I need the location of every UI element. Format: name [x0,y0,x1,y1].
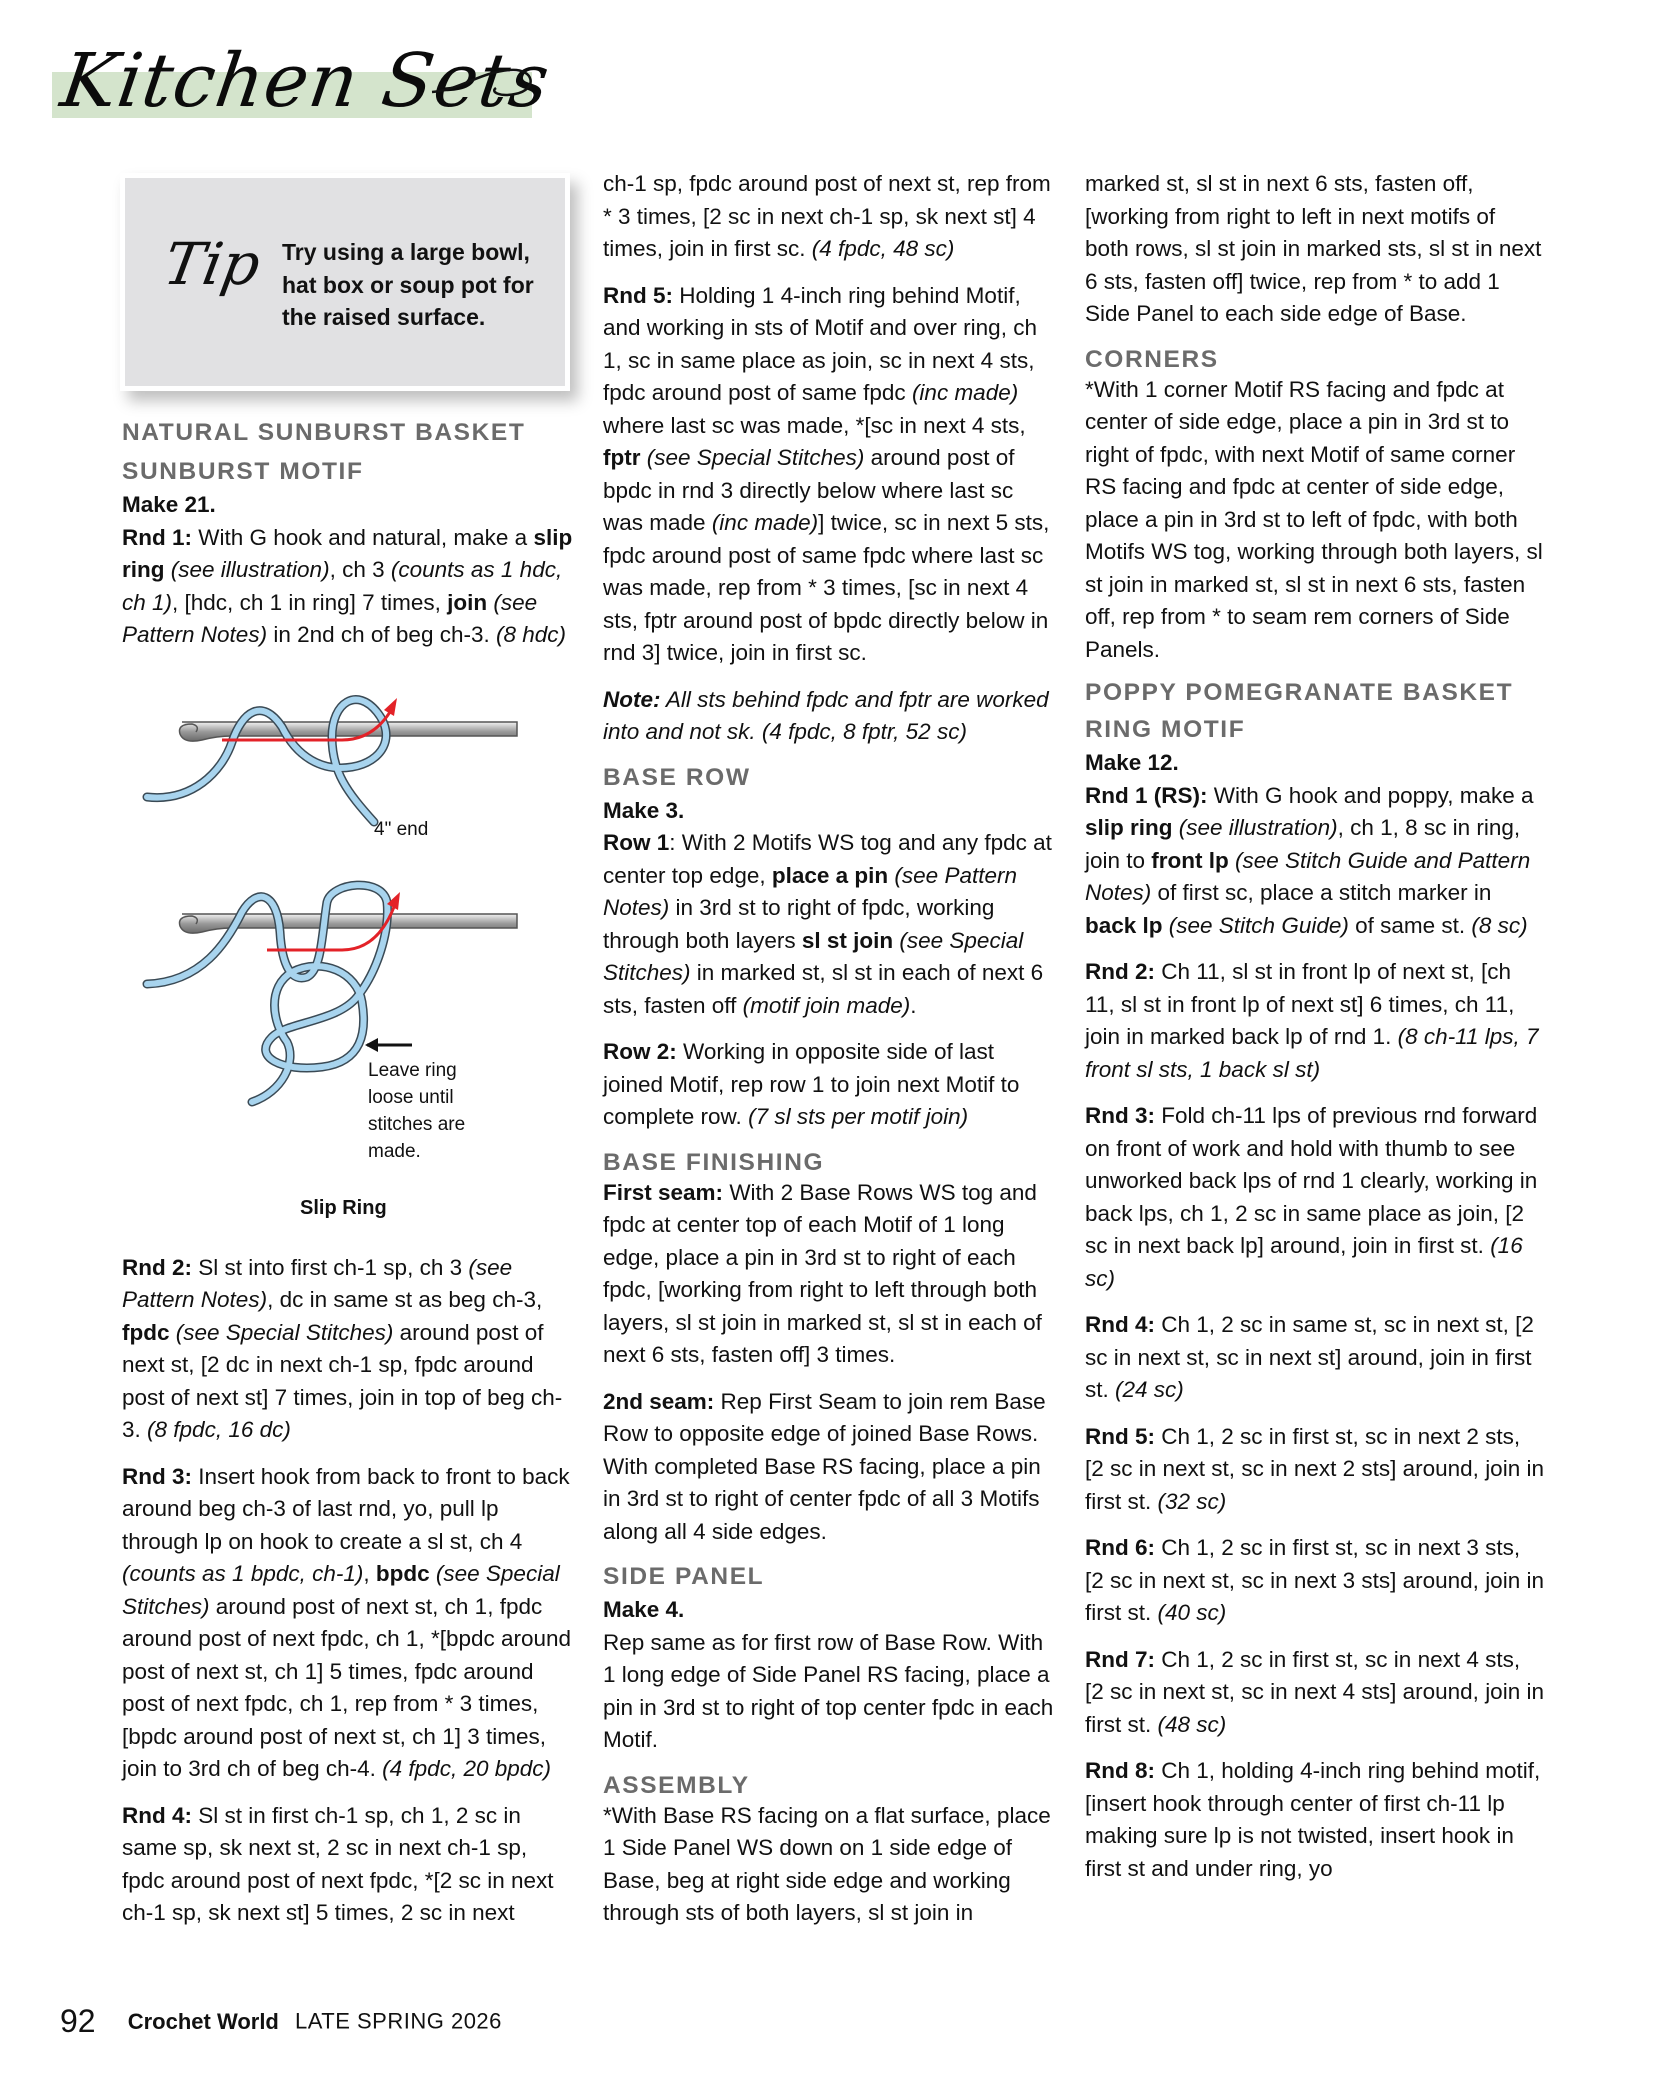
label-leave-ring [368,1057,465,1165]
page-footer [60,2003,502,2040]
text-run: around post of next st, ch 1, fpdc around post of next fpdc, ch 1, *[bpdc around post of next st, ch 1] 5 times, fpdc around post of next fpdc, ch 1, rep from * 3 times, [bpdc around post of next st, ch 1] 3 times, join to 3rd ch of beg ch-4. [122,1593,572,1781]
italic-note: (7 sl sts per motif join) [748,1104,969,1129]
text-run: of same st. [1348,912,1472,938]
text-run: ] twice, sc in next 5 sts, fpdc around post of same fpdc where last sc was made, rep from * 3 times, [sc in next 4 sts, fptr around post of bpdc directly below in rnd 3] twice, join in first sc. [603,510,1050,665]
italic-note: (inc made) [911,380,1019,405]
italic-note: (40 sc) [1157,1600,1227,1625]
bold-term: Rnd 7: [1085,1646,1155,1672]
bold-term: Rnd 3: [122,1463,192,1489]
bold-term: slip ring [1085,815,1173,840]
italic-note: (32 sc) [1157,1488,1227,1514]
instruction-assembly-continued [1085,168,1545,331]
text-run: , [hdc, ch 1 in ring] 7 times, [172,589,448,615]
text-run: With 2 Base Rows WS tog and fpdc at center top of each Motif of 1 long edge, place a pin in 3rd st to right of each fpdc, [working from right to left through both layers, sl st join in marked st, sl st in each of next 6 sts, fasten off] 3 times. [603,1179,1042,1367]
italic-note: (see Stitch Guide and Pattern Notes) [1085,847,1531,905]
italic-note: (motif join made) [742,992,911,1018]
bold-term: Note: [603,686,661,712]
instruction-second-seam [603,1386,1058,1549]
text-run: *With Base RS facing on a flat surface, place 1 Side Panel WS down on 1 side edge of Base, beg at right side edge and working through sts of both layers, sl st join in [603,1802,1051,1925]
illustration-caption: Slip Ring [300,1196,387,1219]
bold-term: Rnd 4: [122,1802,192,1828]
title-swash-decoration [430,62,540,112]
bold-term: First seam: [603,1179,724,1205]
italic-note: (24 sc) [1115,1377,1184,1402]
instruction-rnd-5 [603,280,1058,670]
text-run: . [910,992,917,1018]
bold-term: Rnd 1: [122,524,192,550]
text-run: Rep First Seam to join rem Base Row to opposite edge of joined Base Rows. With completed Base RS facing, place a pin in 3rd st to right of center fpdc of all 3 Motifs along all 4 side edges. [603,1388,1046,1544]
text-run: With G hook and poppy, make a [1207,782,1534,808]
italic-note: (8 hdc) [495,622,567,647]
instruction-side-panel [603,1627,1058,1757]
bold-term: Rnd 2: [1085,959,1155,984]
instruction-rnd-4-continued [603,168,1058,266]
label-line: loose until [368,1086,454,1108]
magazine-name: Crochet World [127,2008,279,2034]
text-run: Fold ch-11 lps of previous rnd forward on front of work and hold with thumb to see unworked back lps of rnd 1 clearly, working in back lps, ch 1, 2 sc in same place as join, [2 sc in next back lp] around, join in first st. [1085,1103,1538,1258]
italic-note: (see illustration) [1172,815,1338,840]
text-run: where last sc was made, *[sc in next 4 sts, [603,412,1026,438]
label-4in-end: 4" end [374,818,429,840]
slip-ring-illustration [122,692,574,1232]
text-run: Insert hook from back to front to back around beg ch-3 of last rnd, yo, pull lp through lp on hook to create a sl st, ch 4 [122,1463,570,1554]
text-run: in marked st, sl st in each of next 6 sts, fasten off [603,960,1044,1018]
bold-term: Rnd 5: [1085,1423,1155,1449]
text-run: around post of next st, [2 dc in next ch-1 sp, fpdc around post of next st] 7 times, join in top of beg ch-3. [122,1319,563,1442]
italic-note: (counts as 1 hdc, ch 1) [122,557,563,615]
issue-name: LATE SPRING 2026 [295,2008,502,2034]
arrow-head-top [384,698,397,716]
italic-note: (see Pattern Notes) [122,1254,513,1312]
italic-note: All sts behind fpdc and fptr are worked into and not sk. (4 fpdc, 8 fptr, 52 sc) [603,686,1049,744]
bold-term: Row 1 [603,830,670,855]
yarn-strand-top [147,699,386,821]
italic-note: (see Special Stitches) [169,1319,394,1345]
instruction-rnd-7 [1085,1644,1545,1742]
text-run: , ch 1, 8 sc in ring, join to [1085,815,1521,873]
italic-note: (4 fpdc, 20 bpdc) [382,1756,552,1781]
instruction-corners [1085,374,1545,667]
text-run: Working in opposite side of last joined Motif, rep row 1 to join next Motif to complete row. [603,1039,1020,1129]
bold-term: Rnd 2: [122,1254,192,1280]
make-count: Make 4. [603,1597,685,1622]
instruction-row-1 [603,827,1058,1022]
instruction-rnd-1 [122,522,574,652]
instruction-assembly [603,1800,1058,1930]
text-run: : With 2 Motifs WS tog and any fpdc at center top edge, [603,830,1052,888]
label-line: Leave ring [368,1059,457,1081]
text-run: Ch 1, 2 sc in first st, sc in next 4 sts, [2 sc in next st, sc in next 4 sts] around, join in first st. [1085,1646,1544,1737]
instruction-rnd-6 [1085,1532,1545,1630]
instruction-rnd-3 [122,1461,574,1786]
italic-note: (8 fpdc, 16 dc) [147,1417,291,1442]
instruction-first-seam [603,1177,1058,1372]
column-2 [603,168,1058,1944]
text-run: , ch 3 [329,557,391,582]
italic-note: (see Special Stitches) [603,927,1024,985]
instruction-rnd-1 [1085,780,1545,943]
text-run: around post of bpdc in rnd 3 directly below where last sc was made [603,445,1015,535]
tip-box [120,173,570,391]
make-count: Make 3. [603,797,685,823]
instruction-rnd-3 [1085,1100,1545,1295]
bold-term: back lp [1085,912,1163,938]
italic-note: (16 sc) [1085,1233,1523,1291]
text-run: , dc in same st as beg ch-3, [267,1287,543,1312]
make-count: Make 12. [1085,750,1179,775]
bold-term: Rnd 3: [1085,1103,1155,1128]
bold-term: Rnd 6: [1085,1535,1155,1560]
bold-term: Rnd 5: [603,282,673,308]
bold-term: place a pin [771,862,889,888]
section-heading-natural-sunburst-basket: NATURAL SUNBURST BASKET [122,419,526,446]
bold-term: 2nd seam: [603,1388,715,1414]
instruction-rnd-2 [1085,956,1545,1086]
italic-note: (see Pattern Notes) [603,862,1017,920]
text-run: ch-1 sp, fpdc around post of next st, rep from * 3 times, [2 sc in next ch-1 sp, sk next st] 4 times, join in first sc. [603,171,1051,261]
text-run: in 2nd ch of beg ch-3. [267,622,496,647]
italic-note: (8 sc) [1471,912,1528,938]
bold-term: Row 2: [603,1039,677,1064]
bold-term: bpdc [375,1561,430,1586]
text-run: Sl st in first ch-1 sp, ch 1, 2 sc in same sp, sk next st, 2 sc in next ch-1 sp, fpdc around post of next fpdc, *[2 sc in next ch-1 sp, sk next st] 5 times, 2 sc in next [122,1802,554,1925]
text-run: of first sc, place a stitch marker in [1151,880,1492,905]
bold-term: Rnd 4: [1085,1312,1155,1337]
bold-term: fpdc [122,1319,170,1345]
section-heading-corners: CORNERS [1085,345,1219,373]
italic-note: (see Stitch Guide) [1162,912,1349,938]
text-run: *With 1 corner Motif RS facing and fpdc at center of side edge, place a pin in 3rd st to right of fpdc, with next Motif of same corner RS facing and fpdc at center of side edge, place a pin in 3rd st to left of fpdc, with both Motifs WS tog, working through both layers, sl st join in marked st, sl st in next 6 sts, fasten off, rep from * to seam rem corners of Side Panels. [1085,376,1543,662]
label-line: stitches are [368,1113,466,1135]
text-run: Ch 1, 2 sc in same st, sc in next st, [2 sc in next st, sc in next st] around, join in first st. [1085,1312,1534,1402]
italic-note: (8 ch-11 lps, 7 front sl sts, 1 back sl st) [1085,1024,1539,1082]
italic-note: (see Pattern Notes) [122,589,538,647]
text-run: Sl st into first ch-1 sp, ch 3 [192,1254,469,1280]
text-run: With G hook and natural, make a [192,524,534,550]
italic-note: (see illustration) [164,557,330,582]
label-line: made. [368,1140,421,1162]
instruction-row-2 [603,1036,1058,1134]
section-heading-poppy-pomegranate-basket: POPPY POMEGRANATE BASKET [1085,679,1514,706]
instruction-rnd-4 [122,1800,574,1930]
italic-note: (inc made) [711,510,819,535]
bold-term: join [447,589,488,615]
tip-box-inner [125,178,565,386]
text-run: , [363,1561,376,1586]
text-run: in 3rd st to right of fpdc, working through both layers [603,895,995,953]
make-count: Make 21. [122,492,216,517]
italic-note: (counts as 1 bpdc, ch-1) [122,1561,364,1586]
pointer-arrow-head [365,1038,378,1052]
text-run: Holding 1 4-inch ring behind Motif, and working in sts of Motif and over ring, ch 1, sc in same place as join, sc in next 4 sts, fpdc around post of same fpdc [603,282,1037,405]
instruction-rnd-4 [1085,1309,1545,1407]
column-3 [1085,168,1545,1899]
section-heading-sunburst-motif: SUNBURST MOTIF [122,458,364,485]
text-run: Ch 1, 2 sc in first st, sc in next 3 sts, [2 sc in next st, sc in next 3 sts] around, join in first st. [1085,1535,1544,1625]
text-run: Ch 11, sl st in front lp of next st, [ch 11, sl st in front lp of next st] 6 times, ch 11, join in marked back lp of rnd 1. [1085,959,1515,1049]
section-heading-side-panel: SIDE PANEL [603,1563,765,1590]
section-heading-ring-motif: RING MOTIF [1085,716,1246,743]
section-heading-assembly: ASSEMBLY [603,1771,750,1799]
text-run: Ch 1, 2 sc in first st, sc in next 2 sts, [2 sc in next st, sc in next 2 sts] around, join in first st. [1085,1423,1544,1514]
section-heading-base-finishing: BASE FINISHING [603,1148,825,1176]
italic-note: (see Special Stitches) [122,1561,560,1619]
instruction-rnd-2 [122,1252,574,1447]
page-number: 92 [60,2003,96,2039]
bold-term: slip ring [122,524,573,582]
text-run: Ch 1, holding 4-inch ring behind motif, [insert hook through center of first ch-11 lp making sure lp is not twisted, insert hook in first st and under ring, yo [1085,1758,1541,1881]
tip-label: Tip [159,230,266,298]
instruction-rnd-5 [1085,1421,1545,1519]
bold-term: Rnd 1 (RS): [1085,782,1208,808]
column-1 [122,418,574,1944]
tip-text: Try using a large bowl, hat box or soup pot for the raised surface. [282,239,534,330]
italic-note: (48 sc) [1157,1711,1227,1737]
instruction-rnd-8 [1085,1755,1545,1885]
bold-term: Rnd 8: [1085,1758,1155,1783]
page-title: Kitchen Sets [55,38,556,124]
bold-term: fptr [603,445,641,470]
slip-ring-diagram [122,692,574,1192]
section-heading-base-row: BASE ROW [603,763,751,791]
note [603,684,1058,749]
italic-note: (see Special Stitches) [640,445,865,470]
italic-note: (4 fpdc, 48 sc) [811,236,955,261]
bold-term: sl st join [801,927,894,953]
text-run: marked st, sl st in next 6 sts, fasten off, [working from right to left in next motifs of both rows, sl st join in marked sts, sl st in next 6 sts, fasten off] twice, rep from * to add 1 Side Panel to each side edge of Base. [1085,171,1542,326]
text-run: Rep same as for first row of Base Row. With 1 long edge of Side Panel RS facing, place a pin in 3rd st to right of top center fpdc in each Motif. [603,1629,1054,1752]
bold-term: front lp [1151,847,1229,873]
